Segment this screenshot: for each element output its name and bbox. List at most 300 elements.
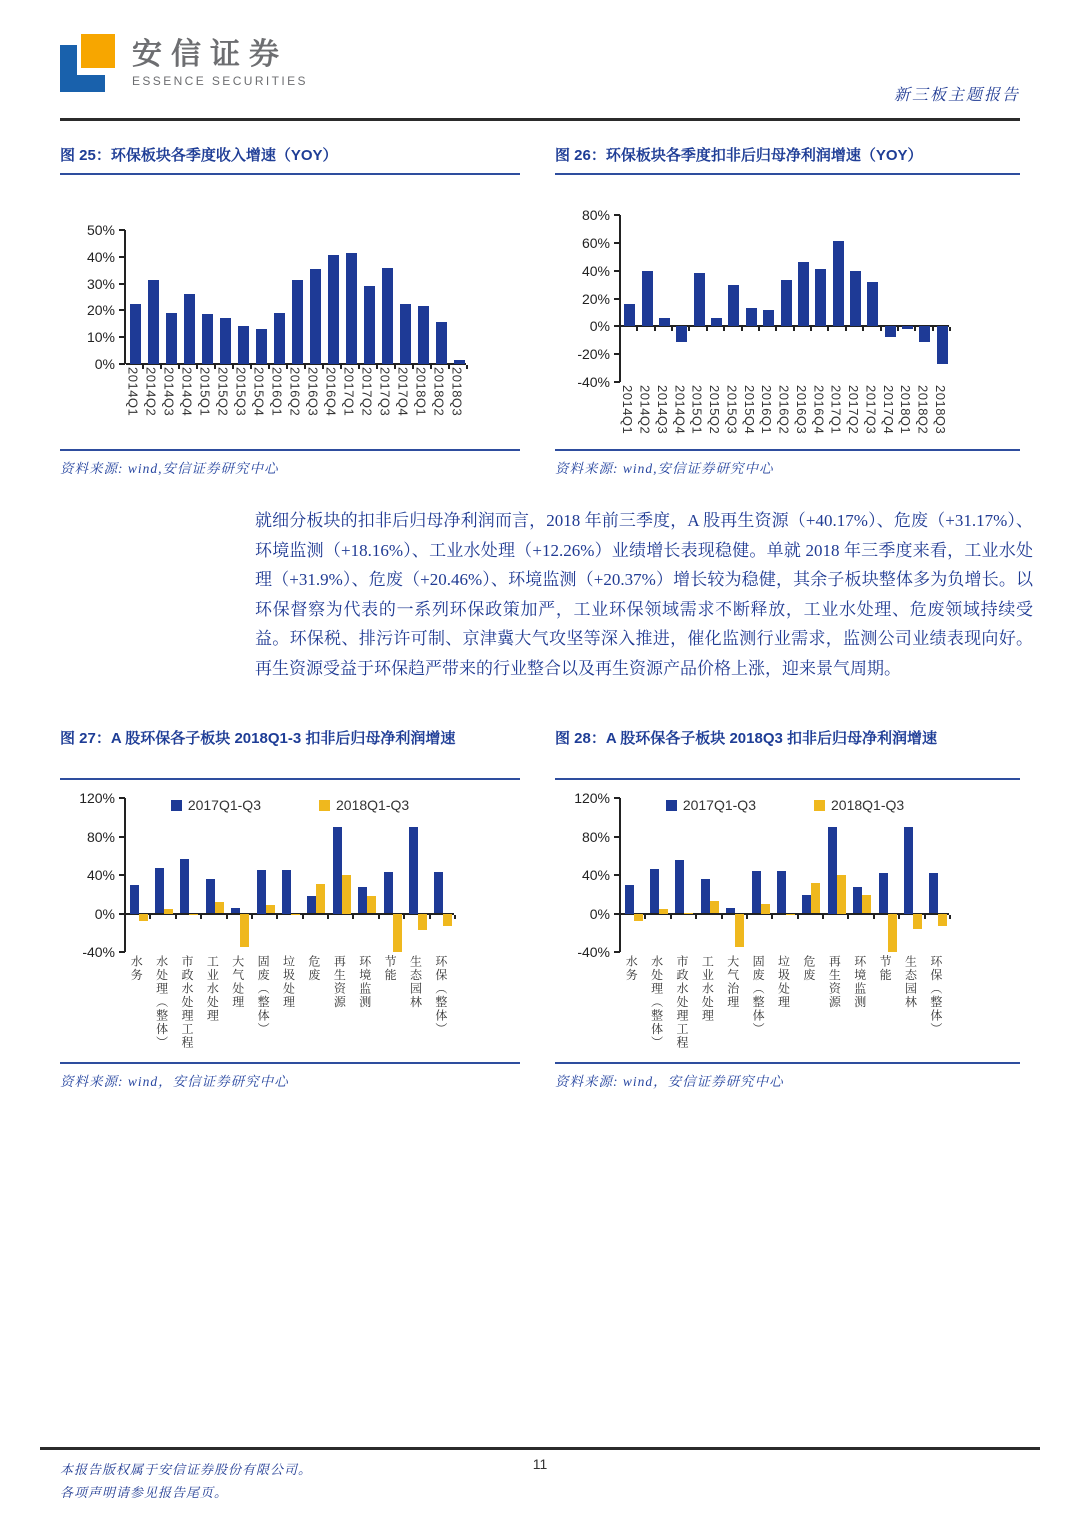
x-axis-label: 2017Q2 <box>359 367 375 417</box>
x-axis-label: 再生资源 <box>827 955 842 1009</box>
y-tick-mark <box>614 242 620 244</box>
bar-fig26-扣非后归母净利润增速-2016Q3 <box>798 262 809 326</box>
bar-fig25-收入增速-2017Q1 <box>346 253 357 364</box>
figure-27-chart <box>60 790 520 1059</box>
x-tick-mark <box>430 365 432 369</box>
x-tick-mark <box>466 365 468 369</box>
y-tick-label: 40% <box>581 262 610 279</box>
bar-fig26-扣非后归母净利润增速-2016Q2 <box>781 280 792 326</box>
bar-fig26-扣非后归母净利润增速-2016Q1 <box>763 310 774 327</box>
bar-fig28-2018Q1-Q3-市政水处理工程 <box>684 913 693 915</box>
bar-fig28-2018Q1-Q3-大气治理 <box>735 914 744 948</box>
y-tick-label: 30% <box>86 275 115 292</box>
x-axis-label: 2015Q4 <box>251 367 267 417</box>
x-axis-label: 市政水处理工程 <box>674 955 689 1050</box>
x-tick-mark <box>340 365 342 369</box>
x-axis-label: 环境监测 <box>852 955 867 1009</box>
x-axis-label: 2018Q3 <box>932 385 948 435</box>
y-tick-mark <box>119 309 125 311</box>
company-logo <box>60 34 1020 92</box>
x-tick-mark <box>251 915 253 919</box>
x-axis-label: 2014Q4 <box>179 367 195 417</box>
x-axis-label: 2016Q4 <box>811 385 827 435</box>
x-tick-mark <box>721 915 723 919</box>
y-tick-mark <box>614 214 620 216</box>
bar-fig27-2017Q1-Q3-再生资源 <box>333 827 342 914</box>
x-tick-mark <box>636 327 638 331</box>
bar-fig27-2018Q1-Q3-再生资源 <box>342 875 351 914</box>
figure-25-title: 图 25：环保板块各季度收入增速（YOY） <box>60 145 520 175</box>
x-axis-label: 工业水处理 <box>205 955 220 1023</box>
y-axis-labels <box>555 790 619 960</box>
footer-divider <box>40 1447 1040 1450</box>
y-tick-label: 80% <box>86 828 115 845</box>
x-tick-mark <box>880 327 882 331</box>
x-axis-label: 2018Q2 <box>431 367 447 417</box>
x-tick-mark <box>695 915 697 919</box>
x-axis-label: 固废（整体） <box>256 955 271 1036</box>
x-tick-mark <box>454 915 456 919</box>
x-tick-mark <box>200 915 202 919</box>
x-tick-mark <box>793 327 795 331</box>
bar-fig27-2017Q1-Q3-固废（整体） <box>257 870 266 913</box>
x-axis-label: 环境监测 <box>357 955 372 1009</box>
bar-fig27-2018Q1-Q3-大气处理 <box>240 914 249 948</box>
bar-fig26-扣非后归母净利润增速-2017Q3 <box>867 282 878 327</box>
bar-fig25-收入增速-2017Q3 <box>382 268 393 364</box>
legend-label: 2018Q1-Q3 <box>336 797 410 813</box>
bar-fig28-2017Q1-Q3-节能 <box>879 873 888 913</box>
bar-fig25-收入增速-2016Q2 <box>292 280 303 364</box>
y-tick-label: 0% <box>589 318 610 335</box>
y-tick-mark <box>119 363 125 365</box>
bar-fig28-2018Q1-Q3-节能 <box>888 914 897 953</box>
x-axis-label: 垃圾处理 <box>776 955 791 1009</box>
x-axis-label: 2018Q1 <box>898 385 914 435</box>
y-tick-mark <box>614 797 620 799</box>
x-axis-label: 水处理（整体） <box>154 955 169 1050</box>
x-tick-mark <box>394 365 396 369</box>
figure-26-title: 图 26：环保板块各季度扣非后归母净利润增速（YOY） <box>555 145 1020 175</box>
x-tick-mark <box>226 915 228 919</box>
logo-orange-square <box>81 34 115 68</box>
y-tick-mark <box>614 325 620 327</box>
y-axis-labels <box>60 790 124 960</box>
x-axis-labels <box>619 385 949 451</box>
x-axis-label: 大气处理 <box>230 955 245 1009</box>
bar-fig28-2017Q1-Q3-水务 <box>625 885 634 914</box>
bar-fig27-2017Q1-Q3-节能 <box>384 872 393 913</box>
x-axis-label: 2016Q1 <box>759 385 775 435</box>
x-tick-mark <box>847 915 849 919</box>
header-divider <box>60 118 1020 121</box>
x-tick-mark <box>175 915 177 919</box>
plot-area <box>619 798 949 952</box>
x-axis-labels <box>619 955 949 1059</box>
bar-fig26-扣非后归母净利润增速-2015Q3 <box>728 285 739 327</box>
x-tick-mark <box>862 327 864 331</box>
x-axis-label: 2014Q3 <box>654 385 670 435</box>
x-tick-mark <box>268 365 270 369</box>
bar-fig27-2018Q1-Q3-危废 <box>316 884 325 914</box>
bar-fig28-2017Q1-Q3-危废 <box>802 895 811 913</box>
bar-fig28-2018Q1-Q3-环境监测 <box>862 895 871 913</box>
x-tick-mark <box>286 365 288 369</box>
x-tick-mark <box>644 915 646 919</box>
bar-fig25-收入增速-2014Q3 <box>166 313 177 364</box>
x-axis-label: 水处理（整体） <box>649 955 664 1050</box>
bar-fig28-2017Q1-Q3-水处理（整体） <box>650 869 659 913</box>
bar-fig27-2017Q1-Q3-市政水处理工程 <box>180 859 189 914</box>
bar-fig28-2018Q1-Q3-垃圾处理 <box>786 914 795 916</box>
y-tick-label: 0% <box>589 905 610 922</box>
x-tick-mark <box>322 365 324 369</box>
bar-fig25-收入增速-2014Q4 <box>184 294 195 364</box>
legend-item <box>666 797 756 813</box>
x-tick-mark <box>746 915 748 919</box>
x-axis-label: 节能 <box>878 955 893 982</box>
y-tick-label: -40% <box>82 944 115 960</box>
x-tick-mark <box>403 915 405 919</box>
bar-fig28-2017Q1-Q3-市政水处理工程 <box>675 860 684 914</box>
bar-fig25-收入增速-2018Q3 <box>454 360 465 364</box>
y-tick-mark <box>614 381 620 383</box>
x-tick-mark <box>327 915 329 919</box>
bar-fig27-2017Q1-Q3-环保（整体） <box>434 872 443 913</box>
x-tick-mark <box>898 915 900 919</box>
x-tick-mark <box>448 365 450 369</box>
bar-fig28-2018Q1-Q3-生态园林 <box>913 914 922 929</box>
x-tick-mark <box>232 365 234 369</box>
x-axis-label: 2018Q1 <box>413 367 429 417</box>
x-axis-label: 2017Q1 <box>341 367 357 417</box>
bar-fig25-收入增速-2014Q2 <box>148 280 159 364</box>
footer-disclaimer-line1: 本报告版权属于安信证券股份有限公司。 <box>60 1462 313 1477</box>
x-tick-mark <box>924 915 926 919</box>
x-axis-label: 2017Q1 <box>828 385 844 435</box>
x-axis-label: 节能 <box>383 955 398 982</box>
x-tick-mark <box>196 365 198 369</box>
bar-fig25-收入增速-2015Q2 <box>220 318 231 364</box>
bar-fig27-2017Q1-Q3-水处理（整体） <box>155 868 164 913</box>
bar-fig26-扣非后归母净利润增速-2014Q3 <box>659 318 670 326</box>
x-axis-label: 环保（整体） <box>433 955 448 1036</box>
bar-fig25-收入增速-2018Q2 <box>436 322 447 364</box>
y-tick-mark <box>119 836 125 838</box>
bar-fig27-2018Q1-Q3-环境监测 <box>367 896 376 913</box>
x-axis-label: 2017Q3 <box>863 385 879 435</box>
x-axis-label: 固废（整体） <box>751 955 766 1036</box>
bar-fig27-2018Q1-Q3-水务 <box>139 914 148 922</box>
bar-fig25-收入增速-2018Q1 <box>418 306 429 364</box>
y-axis-labels <box>60 222 124 372</box>
x-tick-mark <box>797 915 799 919</box>
bar-fig27-2018Q1-Q3-环保（整体） <box>443 914 452 927</box>
y-tick-label: 20% <box>581 290 610 307</box>
x-tick-mark <box>429 915 431 919</box>
x-tick-mark <box>723 327 725 331</box>
x-axis-label: 水务 <box>624 955 639 982</box>
bar-fig26-扣非后归母净利润增速-2015Q1 <box>694 273 705 326</box>
bar-fig26-扣非后归母净利润增速-2017Q1 <box>833 241 844 326</box>
x-tick-mark <box>845 327 847 331</box>
bar-fig27-2017Q1-Q3-环境监测 <box>358 887 367 914</box>
body-paragraph: 就细分板块的扣非后归母净利润而言，2018 年前三季度，A 股再生资源（+40.17%）、危废（+31.17%）、环境监测（+18.16%）、工业水处理（+12.26%）业绩增长表现稳健。单就 2018 年三季度来看，工业水处理（+31.9%）、危废（+20.46%）、环境监测（+20.37%）增长较为稳健，其余子板块整体多为负增长。以环保督察为代表的一系列环保政策加严，工业环保领域需求不断释放，工业水处理、危废领域持续受益。环保税、排污许可制、京津冀大气攻坚等深入推进，催化监测行业需求，监测公司业绩表现向好。再生资源受益于环保趋严带来的行业整合以及再生资源产品价格上涨，迎来景气周期。 <box>255 511 1033 678</box>
x-tick-mark <box>758 327 760 331</box>
bar-fig26-扣非后归母净利润增速-2014Q4 <box>676 326 687 341</box>
x-tick-mark <box>932 327 934 331</box>
bar-fig27-2018Q1-Q3-工业水处理 <box>215 902 224 914</box>
bar-fig28-2017Q1-Q3-生态园林 <box>904 827 913 914</box>
legend-swatch-icon <box>814 800 825 811</box>
chart-legend <box>126 797 454 813</box>
bar-fig28-2018Q1-Q3-水务 <box>634 914 643 922</box>
y-tick-label: 120% <box>574 790 610 806</box>
figure-28-title: 图 28：A 股环保各子板块 2018Q3 扣非后归母净利润增速 <box>555 728 1020 780</box>
x-tick-mark <box>897 327 899 331</box>
x-axis-label: 垃圾处理 <box>281 955 296 1009</box>
x-axis-label: 2017Q4 <box>395 367 411 417</box>
x-axis-label: 2015Q4 <box>741 385 757 435</box>
y-tick-mark <box>119 797 125 799</box>
x-tick-mark <box>706 327 708 331</box>
logo-name-en: ESSENCE SECURITIES <box>132 74 308 88</box>
bar-fig26-扣非后归母净利润增速-2017Q4 <box>885 326 896 337</box>
x-tick-mark <box>688 327 690 331</box>
x-axis-label: 2016Q3 <box>793 385 809 435</box>
bar-fig28-2017Q1-Q3-固废（整体） <box>752 871 761 913</box>
x-axis-label: 2014Q2 <box>143 367 159 417</box>
x-axis-label: 2015Q3 <box>233 367 249 417</box>
x-axis-labels <box>124 367 466 439</box>
x-tick-mark <box>149 915 151 919</box>
x-tick-mark <box>670 915 672 919</box>
bar-fig25-收入增速-2016Q3 <box>310 269 321 364</box>
page-header <box>60 34 1020 118</box>
x-axis-label: 市政水处理工程 <box>179 955 194 1050</box>
x-axis-label: 2014Q3 <box>161 367 177 417</box>
y-tick-mark <box>119 229 125 231</box>
x-axis-label: 2016Q2 <box>776 385 792 435</box>
y-tick-mark <box>119 256 125 258</box>
report-type-label: 新三板主题报告 <box>893 87 1020 104</box>
bar-fig28-2018Q1-Q3-工业水处理 <box>710 901 719 914</box>
x-tick-mark <box>378 915 380 919</box>
bar-fig25-收入增速-2015Q1 <box>202 314 213 364</box>
y-tick-label: 40% <box>581 867 610 883</box>
bar-fig27-2018Q1-Q3-市政水处理工程 <box>189 914 198 916</box>
x-axis-label: 2018Q3 <box>449 367 465 417</box>
y-tick-label: 50% <box>86 222 115 238</box>
figure-26-source: 资料来源: wind,安信证券研究中心 <box>555 449 1020 477</box>
x-tick-mark <box>873 915 875 919</box>
bar-fig28-2017Q1-Q3-再生资源 <box>828 827 837 914</box>
bar-fig26-扣非后归母净利润增速-2016Q4 <box>815 269 826 326</box>
bar-fig25-收入增速-2016Q4 <box>328 255 339 364</box>
figure-27-panel <box>60 728 520 1090</box>
bar-fig28-2017Q1-Q3-工业水处理 <box>701 879 710 914</box>
bar-fig26-扣非后归母净利润增速-2018Q3 <box>937 326 948 364</box>
y-tick-label: 0% <box>94 356 115 372</box>
x-tick-mark <box>178 365 180 369</box>
bar-fig25-收入增速-2017Q4 <box>400 304 411 364</box>
bar-fig26-扣非后归母净利润增速-2015Q4 <box>746 308 757 326</box>
bar-fig28-2017Q1-Q3-垃圾处理 <box>777 871 786 913</box>
x-tick-mark <box>358 365 360 369</box>
x-axis-label: 2018Q2 <box>915 385 931 435</box>
logo-blue-row <box>60 75 105 92</box>
bar-fig26-扣非后归母净利润增速-2015Q2 <box>711 318 722 326</box>
x-tick-mark <box>352 915 354 919</box>
y-tick-label: -40% <box>577 374 610 390</box>
y-axis-labels <box>555 207 619 390</box>
legend-label: 2018Q1-Q3 <box>831 797 905 813</box>
y-tick-mark <box>119 283 125 285</box>
logo-text <box>132 34 308 88</box>
bar-fig25-收入增速-2015Q4 <box>256 329 267 364</box>
chart-legend <box>621 797 949 813</box>
y-tick-label: 60% <box>581 234 610 251</box>
x-tick-mark <box>810 327 812 331</box>
y-tick-label: 10% <box>86 329 115 346</box>
legend-label: 2017Q1-Q3 <box>187 797 261 813</box>
y-tick-label: 40% <box>86 248 115 265</box>
y-tick-label: 80% <box>581 828 610 845</box>
x-axis-label: 2016Q4 <box>323 367 339 417</box>
x-axis-label: 危废 <box>801 955 816 982</box>
bar-fig27-2017Q1-Q3-水务 <box>130 885 139 914</box>
x-tick-mark <box>304 365 306 369</box>
bar-fig27-2018Q1-Q3-固废（整体） <box>266 905 275 914</box>
bar-fig28-2018Q1-Q3-固废（整体） <box>761 904 770 914</box>
y-tick-label: -20% <box>577 346 610 363</box>
y-tick-mark <box>614 270 620 272</box>
legend-item <box>814 797 904 813</box>
x-axis-label: 2015Q2 <box>215 367 231 417</box>
x-axis-label: 2015Q1 <box>197 367 213 417</box>
figure-27-source: 资料来源: wind，安信证券研究中心 <box>60 1062 520 1090</box>
x-tick-mark <box>376 365 378 369</box>
figure-25-panel <box>60 145 520 477</box>
x-tick-mark <box>214 365 216 369</box>
figure-28-panel <box>555 728 1020 1090</box>
x-tick-mark <box>822 915 824 919</box>
x-axis-label: 2017Q4 <box>880 385 896 435</box>
x-tick-mark <box>412 365 414 369</box>
bar-fig26-扣非后归母净利润增速-2018Q2 <box>919 326 930 341</box>
x-axis-label: 2016Q1 <box>269 367 285 417</box>
figure-25-source: 资料来源: wind,安信证券研究中心 <box>60 449 520 477</box>
bar-fig26-扣非后归母净利润增速-2018Q1 <box>902 326 913 329</box>
y-tick-mark <box>614 298 620 300</box>
bar-fig27-2017Q1-Q3-大气处理 <box>231 908 240 914</box>
legend-swatch-icon <box>171 800 182 811</box>
x-axis-label: 危废 <box>306 955 321 982</box>
plot-area <box>124 230 466 364</box>
bar-fig25-收入增速-2014Q1 <box>130 304 141 364</box>
x-tick-mark <box>914 327 916 331</box>
legend-label: 2017Q1-Q3 <box>682 797 756 813</box>
footer-disclaimer-line2: 各项声明请参见报告尾页。 <box>60 1485 229 1500</box>
figure-27-title: 图 27：A 股环保各子板块 2018Q1-3 扣非后归母净利润增速 <box>60 728 520 780</box>
y-tick-mark <box>119 913 125 915</box>
x-tick-mark <box>142 365 144 369</box>
y-tick-label: 20% <box>86 302 115 319</box>
x-axis-label: 再生资源 <box>332 955 347 1009</box>
bar-fig27-2017Q1-Q3-生态园林 <box>409 827 418 914</box>
y-tick-mark <box>614 951 620 953</box>
x-axis-label: 2016Q3 <box>305 367 321 417</box>
bar-fig26-扣非后归母净利润增速-2014Q1 <box>624 304 635 326</box>
bar-fig25-收入增速-2016Q1 <box>274 313 285 364</box>
x-tick-mark <box>827 327 829 331</box>
bar-fig28-2017Q1-Q3-大气治理 <box>726 908 735 914</box>
figure-28-chart <box>555 790 1020 1059</box>
bar-fig27-2018Q1-Q3-水处理（整体） <box>164 909 173 914</box>
bar-fig26-扣非后归母净利润增速-2014Q2 <box>642 271 653 327</box>
x-axis-label: 工业水处理 <box>700 955 715 1023</box>
bar-fig28-2018Q1-Q3-再生资源 <box>837 875 846 914</box>
plot-area <box>124 798 454 952</box>
x-axis-labels <box>124 955 454 1059</box>
bar-fig26-扣非后归母净利润增速-2017Q2 <box>850 271 861 327</box>
bar-fig27-2017Q1-Q3-垃圾处理 <box>282 870 291 913</box>
y-tick-mark <box>614 836 620 838</box>
x-tick-mark <box>771 915 773 919</box>
x-axis-label: 2016Q2 <box>287 367 303 417</box>
y-tick-mark <box>614 874 620 876</box>
x-axis-label: 生态园林 <box>408 955 423 1009</box>
y-tick-mark <box>119 951 125 953</box>
bar-fig28-2018Q1-Q3-水处理（整体） <box>659 909 668 914</box>
x-axis-label: 环保（整体） <box>928 955 943 1036</box>
page-number: 11 <box>532 1456 548 1472</box>
y-tick-mark <box>119 336 125 338</box>
legend-item <box>319 797 409 813</box>
y-tick-label: -40% <box>577 944 610 960</box>
logo-mark-icon <box>60 34 118 92</box>
bar-fig25-收入增速-2015Q3 <box>238 326 249 364</box>
bar-fig28-2017Q1-Q3-环保（整体） <box>929 873 938 913</box>
y-tick-label: 80% <box>581 207 610 223</box>
x-tick-mark <box>949 915 951 919</box>
figure-25-chart <box>60 222 520 439</box>
bar-fig28-2018Q1-Q3-危废 <box>811 883 820 914</box>
bar-fig27-2018Q1-Q3-生态园林 <box>418 914 427 930</box>
legend-swatch-icon <box>666 800 677 811</box>
figure-28-source: 资料来源: wind，安信证券研究中心 <box>555 1062 1020 1090</box>
bar-fig27-2018Q1-Q3-垃圾处理 <box>291 914 300 916</box>
x-axis-label: 2014Q2 <box>637 385 653 435</box>
plot-area <box>619 215 949 382</box>
y-tick-label: 0% <box>94 905 115 922</box>
x-axis-label: 生态园林 <box>903 955 918 1009</box>
x-tick-mark <box>741 327 743 331</box>
y-tick-label: 40% <box>86 867 115 883</box>
figure-26-chart <box>555 207 1020 451</box>
x-axis-label: 水务 <box>129 955 144 982</box>
x-axis-label: 2015Q3 <box>724 385 740 435</box>
legend-item <box>171 797 261 813</box>
x-tick-mark <box>302 915 304 919</box>
bar-fig28-2017Q1-Q3-环境监测 <box>853 887 862 914</box>
x-axis-label: 2017Q2 <box>846 385 862 435</box>
x-axis-label: 2015Q1 <box>689 385 705 435</box>
x-axis-label: 2015Q2 <box>707 385 723 435</box>
x-tick-mark <box>654 327 656 331</box>
y-tick-mark <box>119 874 125 876</box>
bar-fig27-2017Q1-Q3-工业水处理 <box>206 879 215 914</box>
